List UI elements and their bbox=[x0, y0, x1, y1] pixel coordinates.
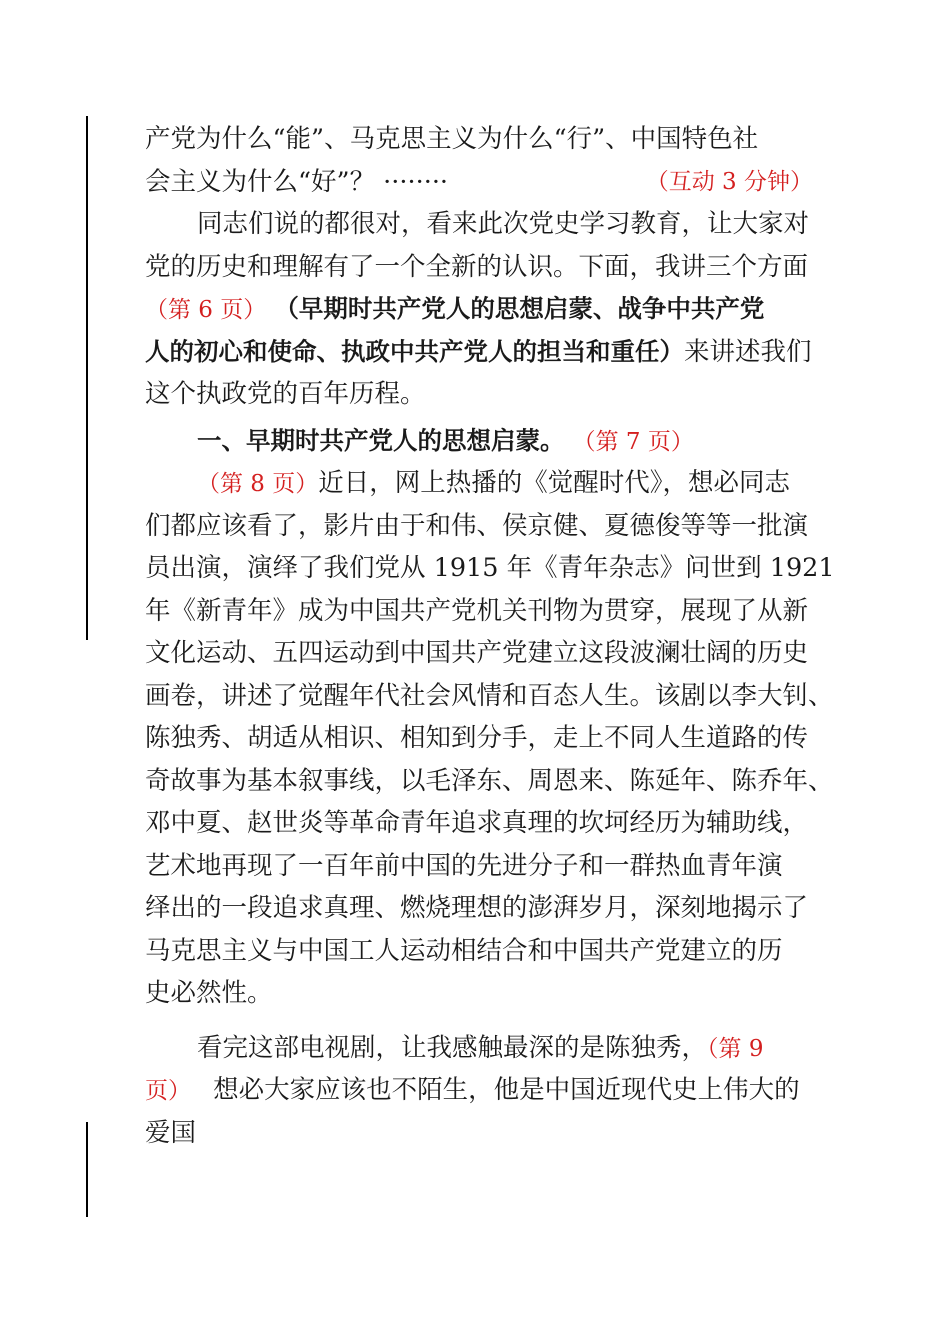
text-line bbox=[145, 1027, 813, 1070]
page-ref: （第 7 页） bbox=[572, 428, 694, 455]
text-segment: 近日，网上热播的《觉醒时代》，想必同志 bbox=[318, 468, 791, 498]
page-ref: （第 6 页） bbox=[145, 297, 267, 323]
text-line: 同志们说的都很对，看来此次党史学习教育，让大家对 bbox=[197, 209, 810, 239]
text-line: 马克思主义与中国工人运动相结合和中国共产党建立的历 bbox=[145, 935, 783, 966]
text-line bbox=[145, 331, 813, 374]
heading-text: 一、早期时共产党人的思想启蒙。 bbox=[197, 425, 565, 455]
text-line: 奇故事为基本叙事线，以毛泽东、周恩来、陈延年、陈乔年、 bbox=[145, 765, 834, 796]
text-line: 绎出的一段追求真理、燃烧理想的澎湃岁月，深刻地揭示了 bbox=[145, 893, 809, 923]
margin-line-bottom bbox=[86, 1122, 88, 1217]
page-ref: （第 8 页） bbox=[197, 471, 319, 497]
text-line: 艺术地再现了一百年前中国的先进分子和一群热血青年演 bbox=[145, 850, 783, 881]
text-line: 史必然性。 bbox=[145, 978, 273, 1008]
text-segment: 看完这部电视剧，让我感触最深的是陈独秀， bbox=[197, 1032, 708, 1063]
interaction-note: （互动 3 分钟） bbox=[645, 168, 813, 195]
bold-text: 人的初心和使命、执政中共产党人的担当和重任） bbox=[145, 336, 684, 366]
text-line bbox=[145, 161, 813, 204]
bold-text: （早期时共产党人的思想启蒙、战争中共产党 bbox=[274, 294, 765, 323]
text-line: 员出演，演绎了我们党从 1915 年《青年杂志》问世到 1921 bbox=[145, 553, 835, 583]
margin-line-top bbox=[86, 116, 88, 640]
text-line: 产党为什么“能”、马克思主义为什么“行”、中国特色社 bbox=[145, 124, 759, 154]
text-segment: 会主义为什么“好”？ ········ bbox=[145, 166, 449, 197]
text-line: 画卷，讲述了觉醒年代社会风情和百态人生。该剧以李大钊、 bbox=[145, 680, 834, 711]
text-line bbox=[145, 288, 813, 331]
text-line: 们都应该看了，影片由于和伟、侯京健、夏德俊等等一批演 bbox=[145, 510, 809, 541]
text-line: 爱国 bbox=[145, 1117, 197, 1148]
text-line: 年《新青年》成为中国共产党机关刊物为贯穿，展现了从新 bbox=[145, 595, 809, 626]
text-line: 党的历史和理解有了一个全新的认识。下面，我讲三个方面 bbox=[145, 251, 809, 282]
section-heading bbox=[145, 420, 813, 463]
text-line: 文化运动、五四运动到中国共产党建立这段波澜壮阔的历史 bbox=[145, 638, 809, 668]
text-segment: 来讲述我们 bbox=[684, 336, 812, 367]
text-segment: 想必大家应该也不陌生，他是中国近现代史上伟大的 bbox=[213, 1075, 800, 1105]
text-line: 陈独秀、胡适从相识、相知到分手，走上不同人生道路的传 bbox=[145, 723, 809, 753]
page-ref: （第 9 bbox=[707, 1035, 764, 1062]
text-line bbox=[145, 1069, 813, 1112]
text-line bbox=[145, 462, 813, 505]
text-line: 这个执政党的百年历程。 bbox=[145, 379, 426, 409]
page-ref: 页） bbox=[145, 1078, 191, 1104]
text-line: 邓中夏、赵世炎等革命青年追求真理的坎坷经历为辅助线， bbox=[145, 808, 809, 838]
document-body bbox=[145, 118, 835, 1154]
